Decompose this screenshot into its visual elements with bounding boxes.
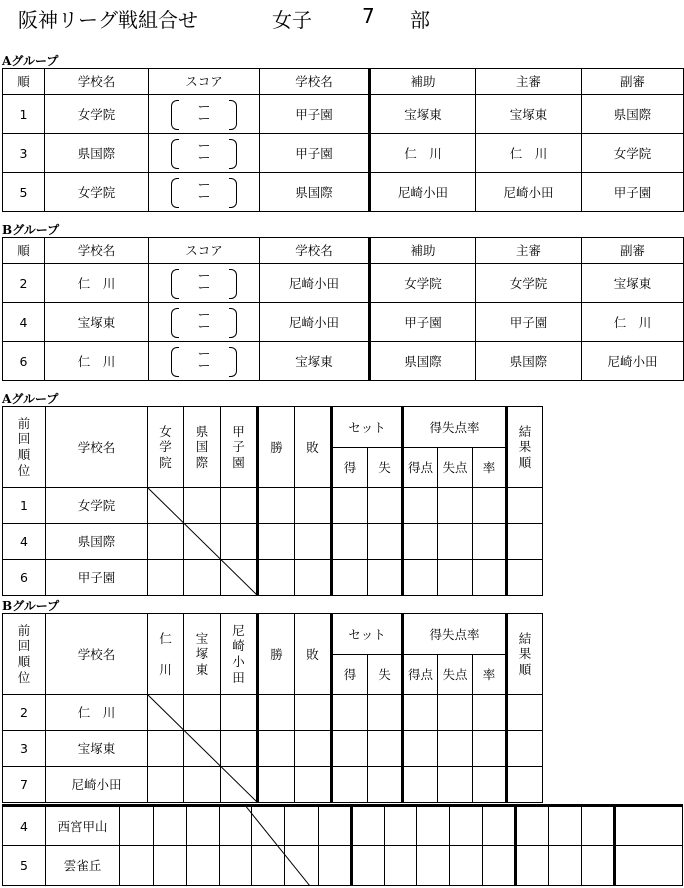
match-cell[interactable] (221, 731, 258, 767)
result-cell[interactable] (252, 806, 285, 846)
match-cell[interactable] (221, 524, 258, 560)
chief-referee: 尼崎小田 (476, 173, 582, 212)
standings-header-row (3, 614, 543, 655)
header-losses: 敗 (295, 614, 332, 695)
header-result-rank: 結 果 順 (507, 407, 543, 488)
header-school: 学校名 (260, 69, 370, 95)
schedule-row (3, 173, 684, 212)
school-name: 県国際 (46, 524, 148, 560)
header-vice-referee: 副審 (582, 69, 684, 95)
result-rank-cell[interactable] (507, 488, 543, 524)
points-against-cell[interactable] (438, 767, 473, 803)
header-points-for: 得点 (403, 655, 438, 695)
score-dashes: ー ー (197, 347, 211, 374)
header-assist: 補助 (370, 69, 476, 95)
result-cell[interactable] (187, 846, 220, 886)
vice-referee: 宝塚東 (582, 264, 684, 303)
header-point-rate: 得失点率 (403, 407, 507, 448)
school-2: 宝塚東 (260, 342, 370, 381)
right-bracket-icon (229, 347, 237, 377)
score-dashes: ー ー (197, 178, 211, 205)
prev-rank: 7 (3, 767, 46, 803)
group-b-standings-heading: Bグループ (2, 599, 60, 613)
result-cell[interactable] (352, 846, 385, 886)
result-cell[interactable] (385, 846, 417, 886)
prev-rank: 5 (3, 846, 46, 886)
header-opponent: 甲 子 園 (221, 407, 258, 488)
header-point-rate: 得失点率 (403, 614, 507, 655)
wins-cell[interactable] (258, 488, 295, 524)
assist-referee: 女学院 (370, 264, 476, 303)
score-dashes: ー ー (197, 100, 211, 127)
rate-cell[interactable] (473, 524, 507, 560)
school-name: 甲子園 (46, 560, 148, 596)
school-name: 尼崎小田 (46, 767, 148, 803)
school-1: 県国際 (45, 134, 149, 173)
wins-cell[interactable] (258, 767, 295, 803)
result-cell[interactable] (615, 806, 683, 846)
result-cell[interactable] (220, 806, 252, 846)
score-dashes: ー ー (197, 308, 211, 335)
assist-referee: 甲子園 (370, 303, 476, 342)
result-cell[interactable] (319, 846, 352, 886)
match-cell[interactable] (148, 695, 184, 731)
header-rate: 率 (473, 448, 507, 488)
assist-referee: 宝塚東 (370, 95, 476, 134)
title-suffix: 部 (410, 8, 430, 32)
school-name: 雲雀丘 (46, 846, 120, 886)
match-cell[interactable] (184, 695, 221, 731)
school-1: 女学院 (45, 95, 149, 134)
losses-cell[interactable] (295, 524, 332, 560)
points-against-cell[interactable] (438, 695, 473, 731)
header-losses: 敗 (295, 407, 332, 488)
result-rank-cell[interactable] (507, 695, 543, 731)
standings-table-b (2, 613, 543, 803)
assist-referee: 県国際 (370, 342, 476, 381)
sets-lost-cell[interactable] (368, 560, 403, 596)
school-2: 県国際 (260, 173, 370, 212)
points-against-cell[interactable] (438, 731, 473, 767)
result-cell[interactable] (483, 846, 516, 886)
title-number: 7 (362, 4, 375, 28)
result-cell[interactable] (154, 846, 187, 886)
result-cell[interactable] (483, 806, 516, 846)
rate-cell[interactable] (473, 488, 507, 524)
left-bracket-icon (171, 308, 179, 338)
schedule-row (3, 303, 684, 342)
chief-referee: 甲子園 (476, 303, 582, 342)
losses-cell[interactable] (295, 695, 332, 731)
chief-referee: 県国際 (476, 342, 582, 381)
result-cell[interactable] (582, 806, 615, 846)
school-1: 宝塚東 (45, 303, 149, 342)
match-cell[interactable] (184, 767, 221, 803)
schedule-row (3, 134, 684, 173)
sets-won-cell[interactable] (332, 488, 368, 524)
school-name: 仁 川 (46, 695, 148, 731)
result-rank-cell[interactable] (507, 731, 543, 767)
header-opponent: 仁 川 (148, 614, 184, 695)
result-cell[interactable] (352, 806, 385, 846)
header-sets: セット (332, 407, 403, 448)
schedule-row (3, 95, 684, 134)
sets-lost-cell[interactable] (368, 524, 403, 560)
left-bracket-icon (171, 269, 179, 299)
left-bracket-icon (171, 347, 179, 377)
match-order: 3 (3, 134, 45, 173)
losses-cell[interactable] (295, 767, 332, 803)
points-against-cell[interactable] (438, 524, 473, 560)
match-cell[interactable] (221, 488, 258, 524)
score-cell[interactable] (149, 95, 260, 134)
header-school: 学校名 (46, 407, 148, 488)
standings-row (3, 560, 543, 596)
result-rank-cell[interactable] (507, 524, 543, 560)
vice-referee: 尼崎小田 (582, 342, 684, 381)
result-cell[interactable] (385, 806, 417, 846)
match-order: 1 (3, 95, 45, 134)
title-division: 女子 (272, 8, 312, 32)
points-against-cell[interactable] (438, 488, 473, 524)
rate-cell[interactable] (473, 767, 507, 803)
wins-cell[interactable] (258, 731, 295, 767)
header-school: 学校名 (260, 238, 370, 264)
sets-lost-cell[interactable] (368, 731, 403, 767)
result-cell[interactable] (516, 846, 549, 886)
header-chief-referee: 主審 (476, 69, 582, 95)
school-2: 甲子園 (260, 95, 370, 134)
result-cell[interactable] (252, 846, 285, 886)
school-name: 女学院 (46, 488, 148, 524)
sets-won-cell[interactable] (332, 695, 368, 731)
match-order: 5 (3, 173, 45, 212)
match-cell[interactable] (148, 560, 184, 596)
right-bracket-icon (229, 269, 237, 299)
header-points-against: 失点 (438, 655, 473, 695)
points-against-cell[interactable] (438, 560, 473, 596)
header-points-for: 得点 (403, 448, 438, 488)
score-cell[interactable] (149, 173, 260, 212)
standings-row (3, 488, 543, 524)
school-1: 仁 川 (45, 342, 149, 381)
header-vice-referee: 副審 (582, 238, 684, 264)
sets-won-cell[interactable] (332, 560, 368, 596)
match-order: 2 (3, 264, 45, 303)
header-sets-won: 得 (332, 655, 368, 695)
group-b-schedule-heading: Bグループ (2, 223, 60, 237)
chief-referee: 女学院 (476, 264, 582, 303)
header-school: 学校名 (45, 69, 149, 95)
vice-referee: 仁 川 (582, 303, 684, 342)
match-order: 4 (3, 303, 45, 342)
losses-cell[interactable] (295, 488, 332, 524)
header-rate: 率 (473, 655, 507, 695)
result-cell[interactable] (285, 846, 319, 886)
match-cell[interactable] (148, 767, 184, 803)
school-name: 西宮甲山 (46, 806, 120, 846)
schedule-table-a (2, 68, 684, 212)
header-sets-won: 得 (332, 448, 368, 488)
chief-referee: 仁 川 (476, 134, 582, 173)
extra-standings-rows (2, 804, 683, 886)
header-order: 順 (3, 69, 45, 95)
result-cell[interactable] (417, 846, 450, 886)
match-cell[interactable] (221, 695, 258, 731)
header-opponent: 女 学 院 (148, 407, 184, 488)
extra-standings-row (3, 806, 683, 846)
right-bracket-icon (229, 100, 237, 130)
assist-referee: 仁 川 (370, 134, 476, 173)
match-cell[interactable] (221, 767, 258, 803)
result-cell[interactable] (120, 806, 154, 846)
header-wins: 勝 (258, 614, 295, 695)
group-a-standings-heading: Aグループ (2, 392, 59, 406)
school-name: 宝塚東 (46, 731, 148, 767)
match-cell[interactable] (148, 731, 184, 767)
schedule-header-row (3, 238, 684, 264)
header-prev-rank: 前 回 順 位 (3, 407, 46, 488)
score-cell[interactable] (149, 303, 260, 342)
extra-standings-row (3, 846, 683, 886)
standings-table-a (2, 406, 543, 596)
standings-row (3, 524, 543, 560)
match-cell[interactable] (184, 731, 221, 767)
prev-rank: 3 (3, 731, 46, 767)
schedule-header-row (3, 69, 684, 95)
header-opponent: 尼 崎 小 田 (221, 614, 258, 695)
rate-cell[interactable] (473, 560, 507, 596)
score-cell[interactable] (149, 264, 260, 303)
schedule-row (3, 342, 684, 381)
wins-cell[interactable] (258, 560, 295, 596)
match-cell[interactable] (184, 524, 221, 560)
score-cell[interactable] (149, 342, 260, 381)
match-cell[interactable] (148, 488, 184, 524)
standings-row (3, 767, 543, 803)
match-cell[interactable] (184, 488, 221, 524)
school-2: 甲子園 (260, 134, 370, 173)
sets-won-cell[interactable] (332, 524, 368, 560)
result-cell[interactable] (450, 846, 483, 886)
points-for-cell[interactable] (403, 560, 438, 596)
left-bracket-icon (171, 100, 179, 130)
left-bracket-icon (171, 178, 179, 208)
result-cell[interactable] (450, 806, 483, 846)
result-cell[interactable] (417, 806, 450, 846)
prev-rank: 2 (3, 695, 46, 731)
vice-referee: 甲子園 (582, 173, 684, 212)
result-cell[interactable] (220, 846, 252, 886)
result-cell[interactable] (154, 806, 187, 846)
prev-rank: 1 (3, 488, 46, 524)
right-bracket-icon (229, 139, 237, 169)
schedule-row (3, 264, 684, 303)
header-sets-lost: 失 (368, 448, 403, 488)
chief-referee: 宝塚東 (476, 95, 582, 134)
standings-header-row (3, 407, 543, 448)
result-cell[interactable] (615, 846, 683, 886)
result-cell[interactable] (549, 846, 582, 886)
header-prev-rank: 前 回 順 位 (3, 614, 46, 695)
match-cell[interactable] (221, 560, 258, 596)
result-cell[interactable] (582, 846, 615, 886)
header-sets-lost: 失 (368, 655, 403, 695)
prev-rank: 4 (3, 806, 46, 846)
match-cell[interactable] (184, 560, 221, 596)
assist-referee: 尼崎小田 (370, 173, 476, 212)
title-name: 阪神リーグ戦組合せ (18, 8, 198, 32)
points-for-cell[interactable] (403, 695, 438, 731)
right-bracket-icon (229, 308, 237, 338)
wins-cell[interactable] (258, 695, 295, 731)
vice-referee: 女学院 (582, 134, 684, 173)
header-chief-referee: 主審 (476, 238, 582, 264)
header-score: スコア (149, 238, 260, 264)
score-dashes: ー ー (197, 139, 211, 166)
header-wins: 勝 (258, 407, 295, 488)
points-for-cell[interactable] (403, 767, 438, 803)
points-for-cell[interactable] (403, 488, 438, 524)
header-order: 順 (3, 238, 45, 264)
prev-rank: 4 (3, 524, 46, 560)
losses-cell[interactable] (295, 731, 332, 767)
score-dashes: ー ー (197, 269, 211, 296)
sets-lost-cell[interactable] (368, 695, 403, 731)
school-2: 尼崎小田 (260, 264, 370, 303)
result-cell[interactable] (120, 846, 154, 886)
header-result-rank: 結 果 順 (507, 614, 543, 695)
vice-referee: 県国際 (582, 95, 684, 134)
header-assist: 補助 (370, 238, 476, 264)
sets-lost-cell[interactable] (368, 488, 403, 524)
result-rank-cell[interactable] (507, 560, 543, 596)
header-school: 学校名 (45, 238, 149, 264)
header-sets: セット (332, 614, 403, 655)
standings-row (3, 731, 543, 767)
header-school: 学校名 (46, 614, 148, 695)
match-order: 6 (3, 342, 45, 381)
match-cell[interactable] (148, 524, 184, 560)
schedule-table-b (2, 237, 684, 381)
sets-lost-cell[interactable] (368, 767, 403, 803)
result-rank-cell[interactable] (507, 767, 543, 803)
school-1: 女学院 (45, 173, 149, 212)
prev-rank: 6 (3, 560, 46, 596)
header-opponent: 県 国 際 (184, 407, 221, 488)
result-cell[interactable] (549, 806, 582, 846)
result-cell[interactable] (516, 806, 549, 846)
rate-cell[interactable] (473, 731, 507, 767)
header-points-against: 失点 (438, 448, 473, 488)
sets-won-cell[interactable] (332, 767, 368, 803)
sets-won-cell[interactable] (332, 731, 368, 767)
points-for-cell[interactable] (403, 731, 438, 767)
result-cell[interactable] (285, 806, 319, 846)
wins-cell[interactable] (258, 524, 295, 560)
points-for-cell[interactable] (403, 524, 438, 560)
school-1: 仁 川 (45, 264, 149, 303)
right-bracket-icon (229, 178, 237, 208)
group-a-schedule-heading: Aグループ (2, 54, 59, 68)
losses-cell[interactable] (295, 560, 332, 596)
left-bracket-icon (171, 139, 179, 169)
standings-row (3, 695, 543, 731)
header-score: スコア (149, 69, 260, 95)
rate-cell[interactable] (473, 695, 507, 731)
result-cell[interactable] (319, 806, 352, 846)
result-cell[interactable] (187, 806, 220, 846)
score-cell[interactable] (149, 134, 260, 173)
header-opponent: 宝 塚 東 (184, 614, 221, 695)
school-2: 尼崎小田 (260, 303, 370, 342)
